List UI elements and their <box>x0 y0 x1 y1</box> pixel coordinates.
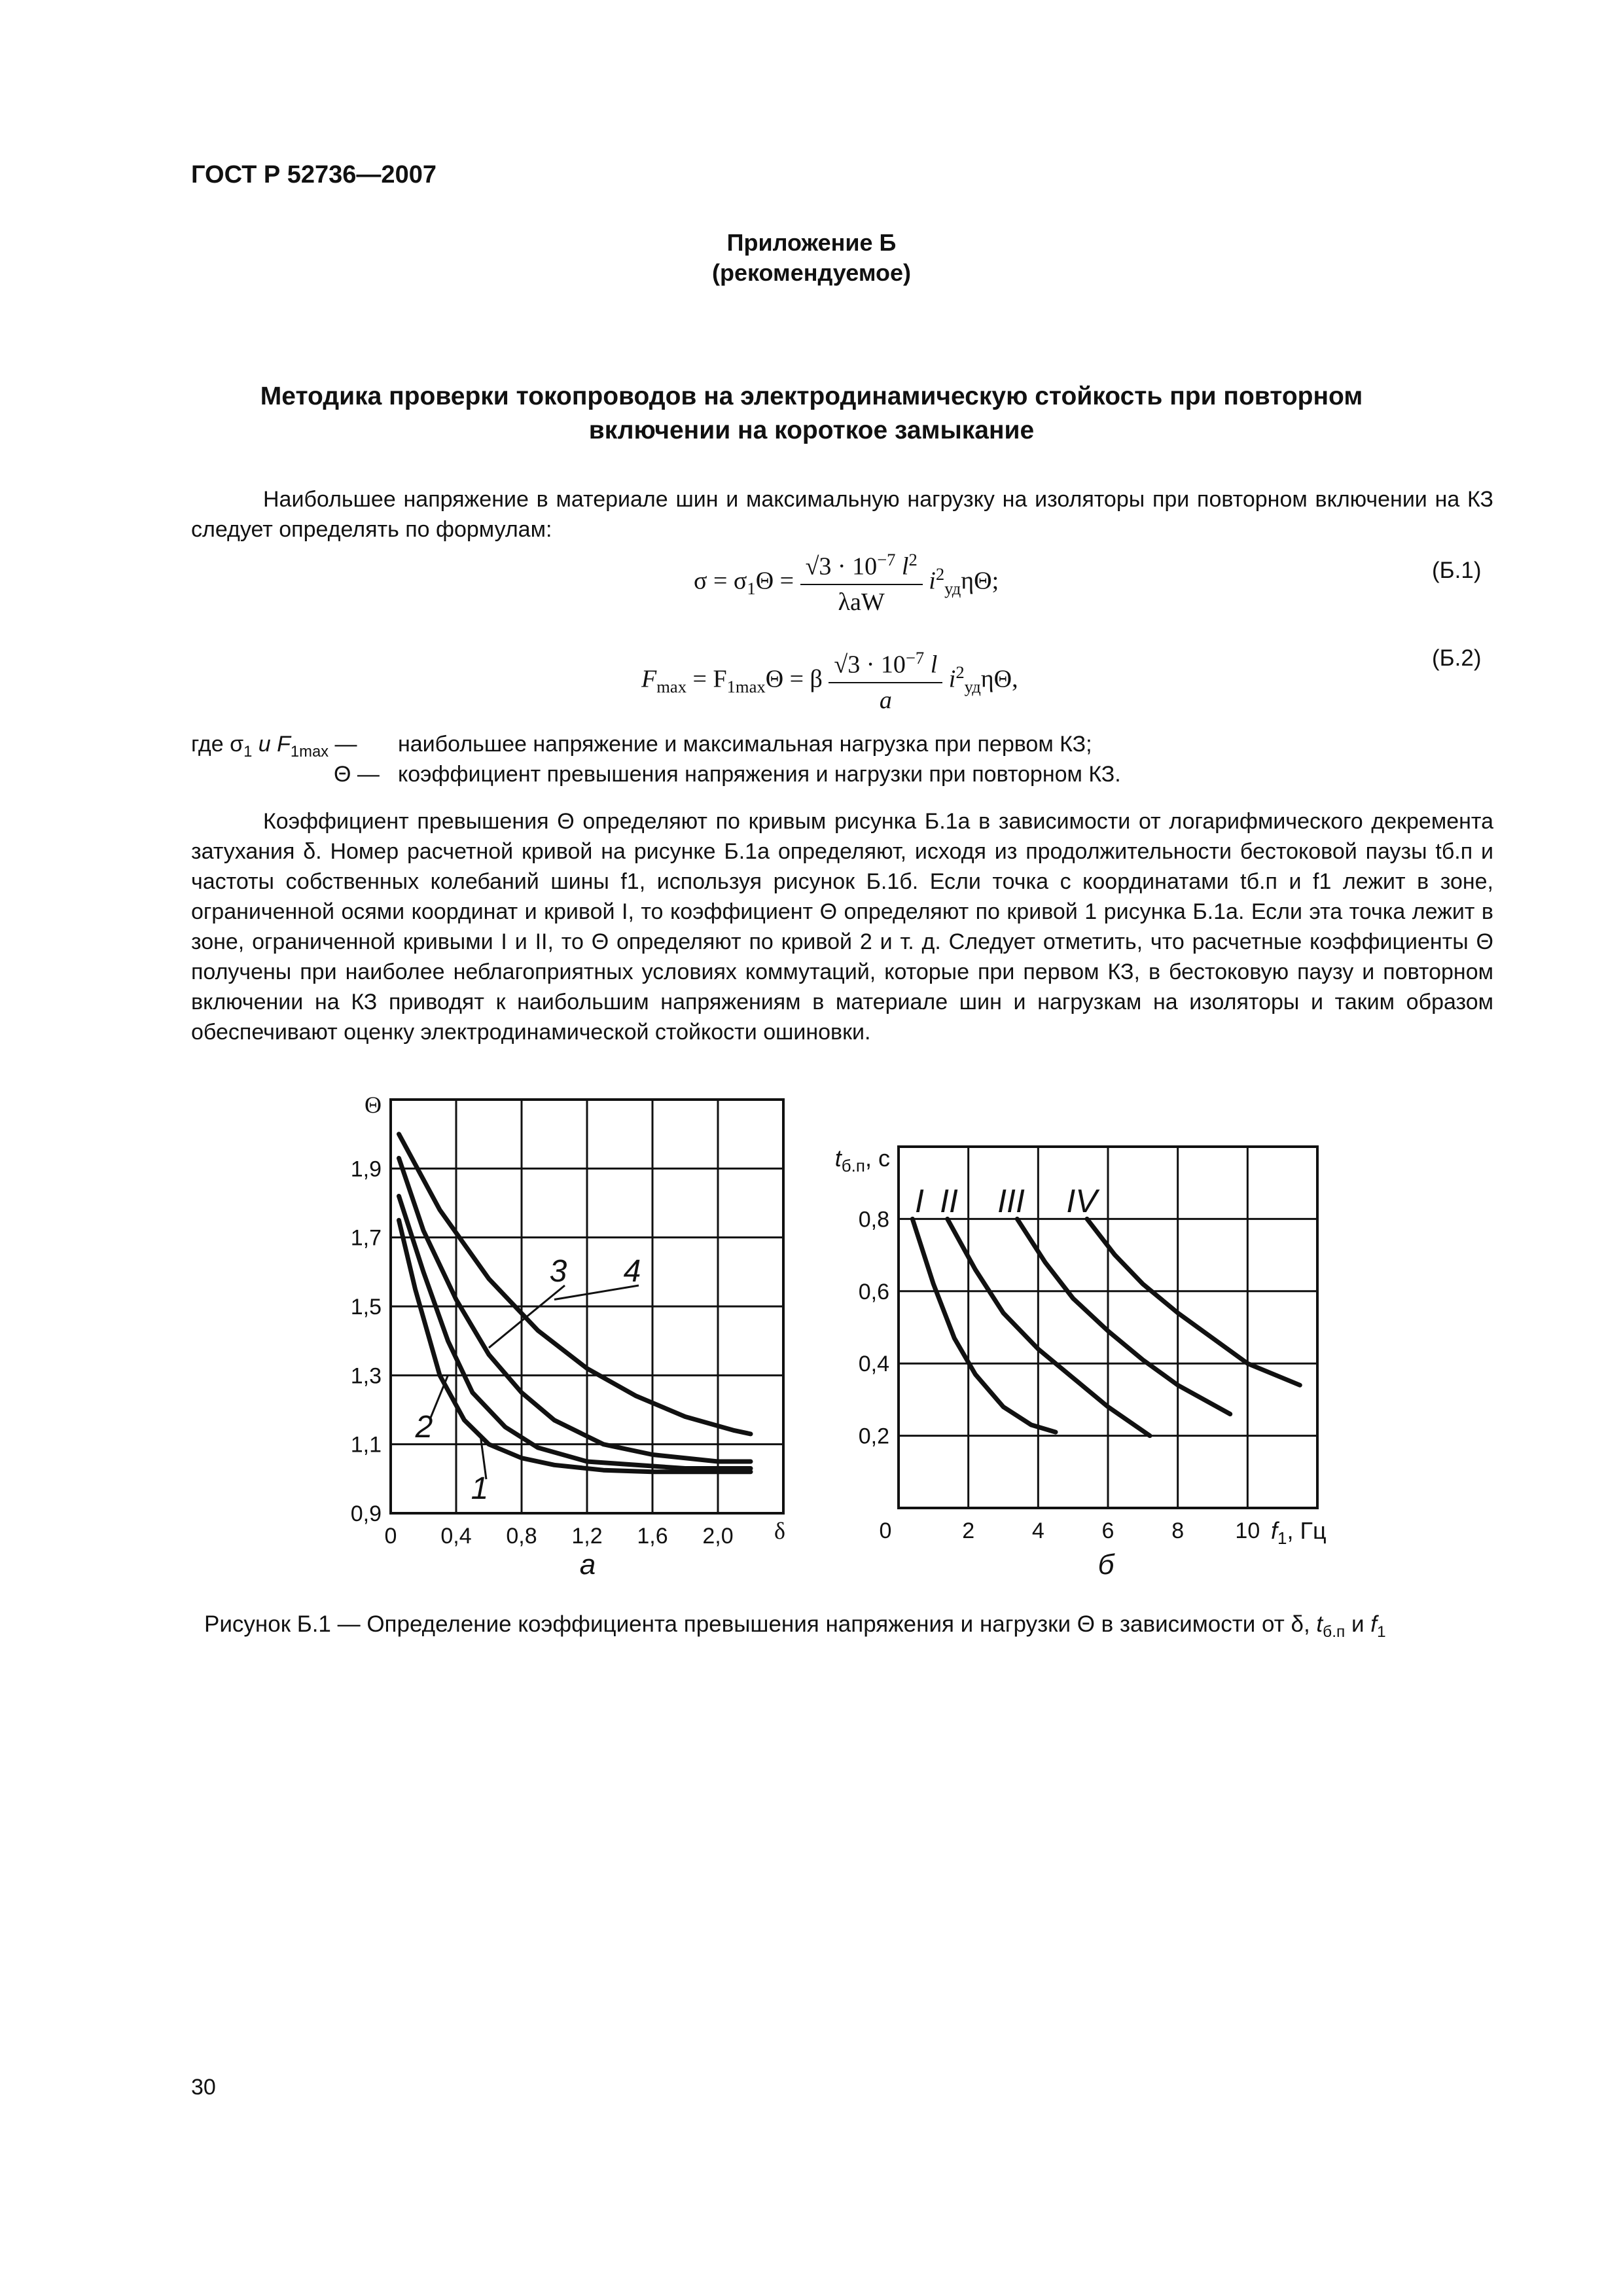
curve-leader-2 <box>431 1375 448 1418</box>
y-tick-label: 1,3 <box>350 1363 382 1389</box>
curve-label-1: 1 <box>471 1471 489 1506</box>
x-tick-label: 0,4 <box>440 1524 472 1549</box>
series-line-4 <box>399 1134 751 1434</box>
caption-f-sub: 1 <box>1377 1623 1386 1641</box>
formula-b2-theta: Θ = β <box>765 665 823 693</box>
curve-label-4: 4 <box>623 1254 641 1289</box>
formula-b2-i-sub: уд <box>964 677 981 697</box>
x-tick-label: 6 <box>1101 1518 1115 1543</box>
formula-b2-i: i <box>948 665 956 693</box>
y-tick-label: 1,5 <box>350 1295 382 1319</box>
formula-b1-i-sup: 2 <box>935 564 945 584</box>
formula-b2-l: l <box>930 651 938 679</box>
formula-b2-exp: −7 <box>905 648 925 668</box>
formula-b1-i: i <box>929 567 936 595</box>
formula-b2-num: √3 · 10 <box>834 651 906 679</box>
formula-b2-den: a <box>879 686 892 714</box>
formula-b1-exp: −7 <box>877 550 896 569</box>
legend-term-2: Θ — <box>334 762 380 787</box>
formula-b1-lhs: σ = σ <box>694 567 747 595</box>
y-tick-label: 0,9 <box>350 1501 382 1526</box>
x-tick-label: 0 <box>384 1524 397 1549</box>
curve-label-II: II <box>940 1183 958 1219</box>
formula-b1-num: √3 · 10 <box>805 552 878 581</box>
caption-text: Рисунок Б.1 — Определение коэффициента превышения напряжения и нагрузки Θ в зависимости от δ, <box>204 1611 1317 1637</box>
formula-b1-i-sub: уд <box>944 579 961 599</box>
x-tick-label: 0 <box>879 1518 892 1543</box>
x-tick-label: 2 <box>962 1518 975 1543</box>
formula-b1-l-exp: 2 <box>908 550 918 569</box>
body-paragraph: Коэффициент превышения Θ определяют по кривым рисунка Б.1а в зависимости от логарифмического декремента затухания δ. Номер расчетной кривой на рисунке Б.1а определяют, исходя из продолжительности бестоковой паузы tб.п и частоты собственных колебаний шины f1, используя рисунок Б.1б. Если точка с координатами tб.п и f1 лежит в зоне, ограниченной осями координат и кривой I, то коэффициент Θ определяют по кривой 1 рисунка Б.1а. Если эта точка лежит в зоне, ограниченной кривыми I и II, то Θ определяют по кривой 2 и т. д. Следует отметить, что расчетные коэффициенты Θ получены при наиболее неблагоприятных условиях коммутаций, которые при первом КЗ, в бестоковую паузу и повторном включении на КЗ приводят к наибольшим напряжениям в материале шин и нагрузкам на изоляторы и таким образом обеспечивают оценку электродинамической стойкости ошиновки. <box>191 809 1493 1045</box>
formula-b1-den: λaW <box>838 588 885 616</box>
chart-b <box>835 1145 1327 1581</box>
formula-b1-sub: 1 <box>747 579 756 599</box>
curve-label-III: III <box>997 1183 1025 1219</box>
curve-label-IV: IV <box>1066 1183 1097 1219</box>
y-tick-label: 0,6 <box>858 1279 889 1304</box>
curve-leader-3 <box>489 1285 565 1348</box>
y-tick-label: 0,2 <box>858 1424 889 1449</box>
intro-paragraph: Наибольшее напряжение в материале шин и максимальную нагрузку на изоляторы при повторном включении на КЗ следует определять по формулам: <box>191 487 1493 542</box>
y-axis-label: $t_{б.п}$, с <box>834 1145 890 1175</box>
series-line-III <box>1017 1219 1230 1414</box>
appendix-label: Приложение Б <box>726 229 897 256</box>
x-tick-label: 1,2 <box>571 1524 603 1549</box>
curve-label-2: 2 <box>415 1410 433 1444</box>
x-tick-label: 10 <box>1235 1518 1260 1543</box>
formula-b1-l: l <box>901 552 909 581</box>
chart-a <box>351 1092 785 1581</box>
y-tick-label: 0,8 <box>858 1207 889 1232</box>
panel-label-b: б <box>1097 1549 1115 1581</box>
formula-b2-number: (Б.2) <box>1432 645 1482 671</box>
caption-t: t <box>1316 1611 1323 1637</box>
page-number: 30 <box>191 2075 216 2100</box>
curve-label-3: 3 <box>549 1254 567 1289</box>
figure-caption <box>204 1611 1386 1641</box>
formula-b1-tail: ηΘ; <box>961 567 999 595</box>
caption-f: f <box>1370 1611 1377 1637</box>
legend-term-1: где $\sigma_1$ и $F_{1max}$ — <box>191 732 357 761</box>
series-line-II <box>948 1219 1150 1435</box>
y-tick-label: 0,4 <box>858 1352 889 1377</box>
section-title: Методика проверки токопроводов на электродинамическую стойкость при повторном включении на короткое замыкание <box>260 382 1363 444</box>
curve-label-I: I <box>915 1183 924 1219</box>
series-line-I <box>912 1219 1056 1432</box>
y-axis-label: Θ <box>365 1092 382 1118</box>
legend-def-2: коэффициент превышения напряжения и нагрузки при повторном КЗ. <box>398 762 1121 787</box>
x-tick-label: 4 <box>1031 1518 1044 1543</box>
x-tick-label: 1,6 <box>637 1524 668 1549</box>
y-tick-label: 1,9 <box>350 1157 382 1182</box>
x-axis-label: δ <box>774 1518 785 1544</box>
x-tick-label: 0,8 <box>506 1524 537 1549</box>
series-line-IV <box>1087 1219 1300 1385</box>
legend-def-1: наибольшее напряжение и максимальная нагрузка при первом КЗ; <box>398 732 1092 757</box>
x-tick-label: 8 <box>1171 1518 1185 1543</box>
y-tick-label: 1,1 <box>350 1432 382 1458</box>
formula-b2-rhs-sub: 1max <box>726 677 766 697</box>
document-code: ГОСТ Р 52736—2007 <box>191 161 437 188</box>
formula-b2-lhs: F <box>641 665 657 693</box>
caption-t-sub: б.п <box>1323 1623 1346 1641</box>
x-axis-label: $f_1$, Гц <box>1271 1517 1327 1548</box>
formula-b2-eq: = F <box>687 665 727 693</box>
formula-b2-tail: ηΘ, <box>980 665 1018 693</box>
formula-b2-i-sup: 2 <box>955 662 965 682</box>
caption-and: и <box>1345 1611 1371 1637</box>
series-line-3 <box>399 1158 751 1462</box>
formula-b1-theta: Θ = <box>755 567 794 595</box>
appendix-status: (рекомендуемое) <box>712 259 911 286</box>
y-tick-label: 1,7 <box>350 1225 382 1251</box>
panel-label-a: а <box>579 1549 596 1581</box>
x-tick-label: 2,0 <box>702 1524 734 1549</box>
formula-b1-number: (Б.1) <box>1432 558 1482 583</box>
formula-b2-lhs-sub: max <box>656 677 687 697</box>
